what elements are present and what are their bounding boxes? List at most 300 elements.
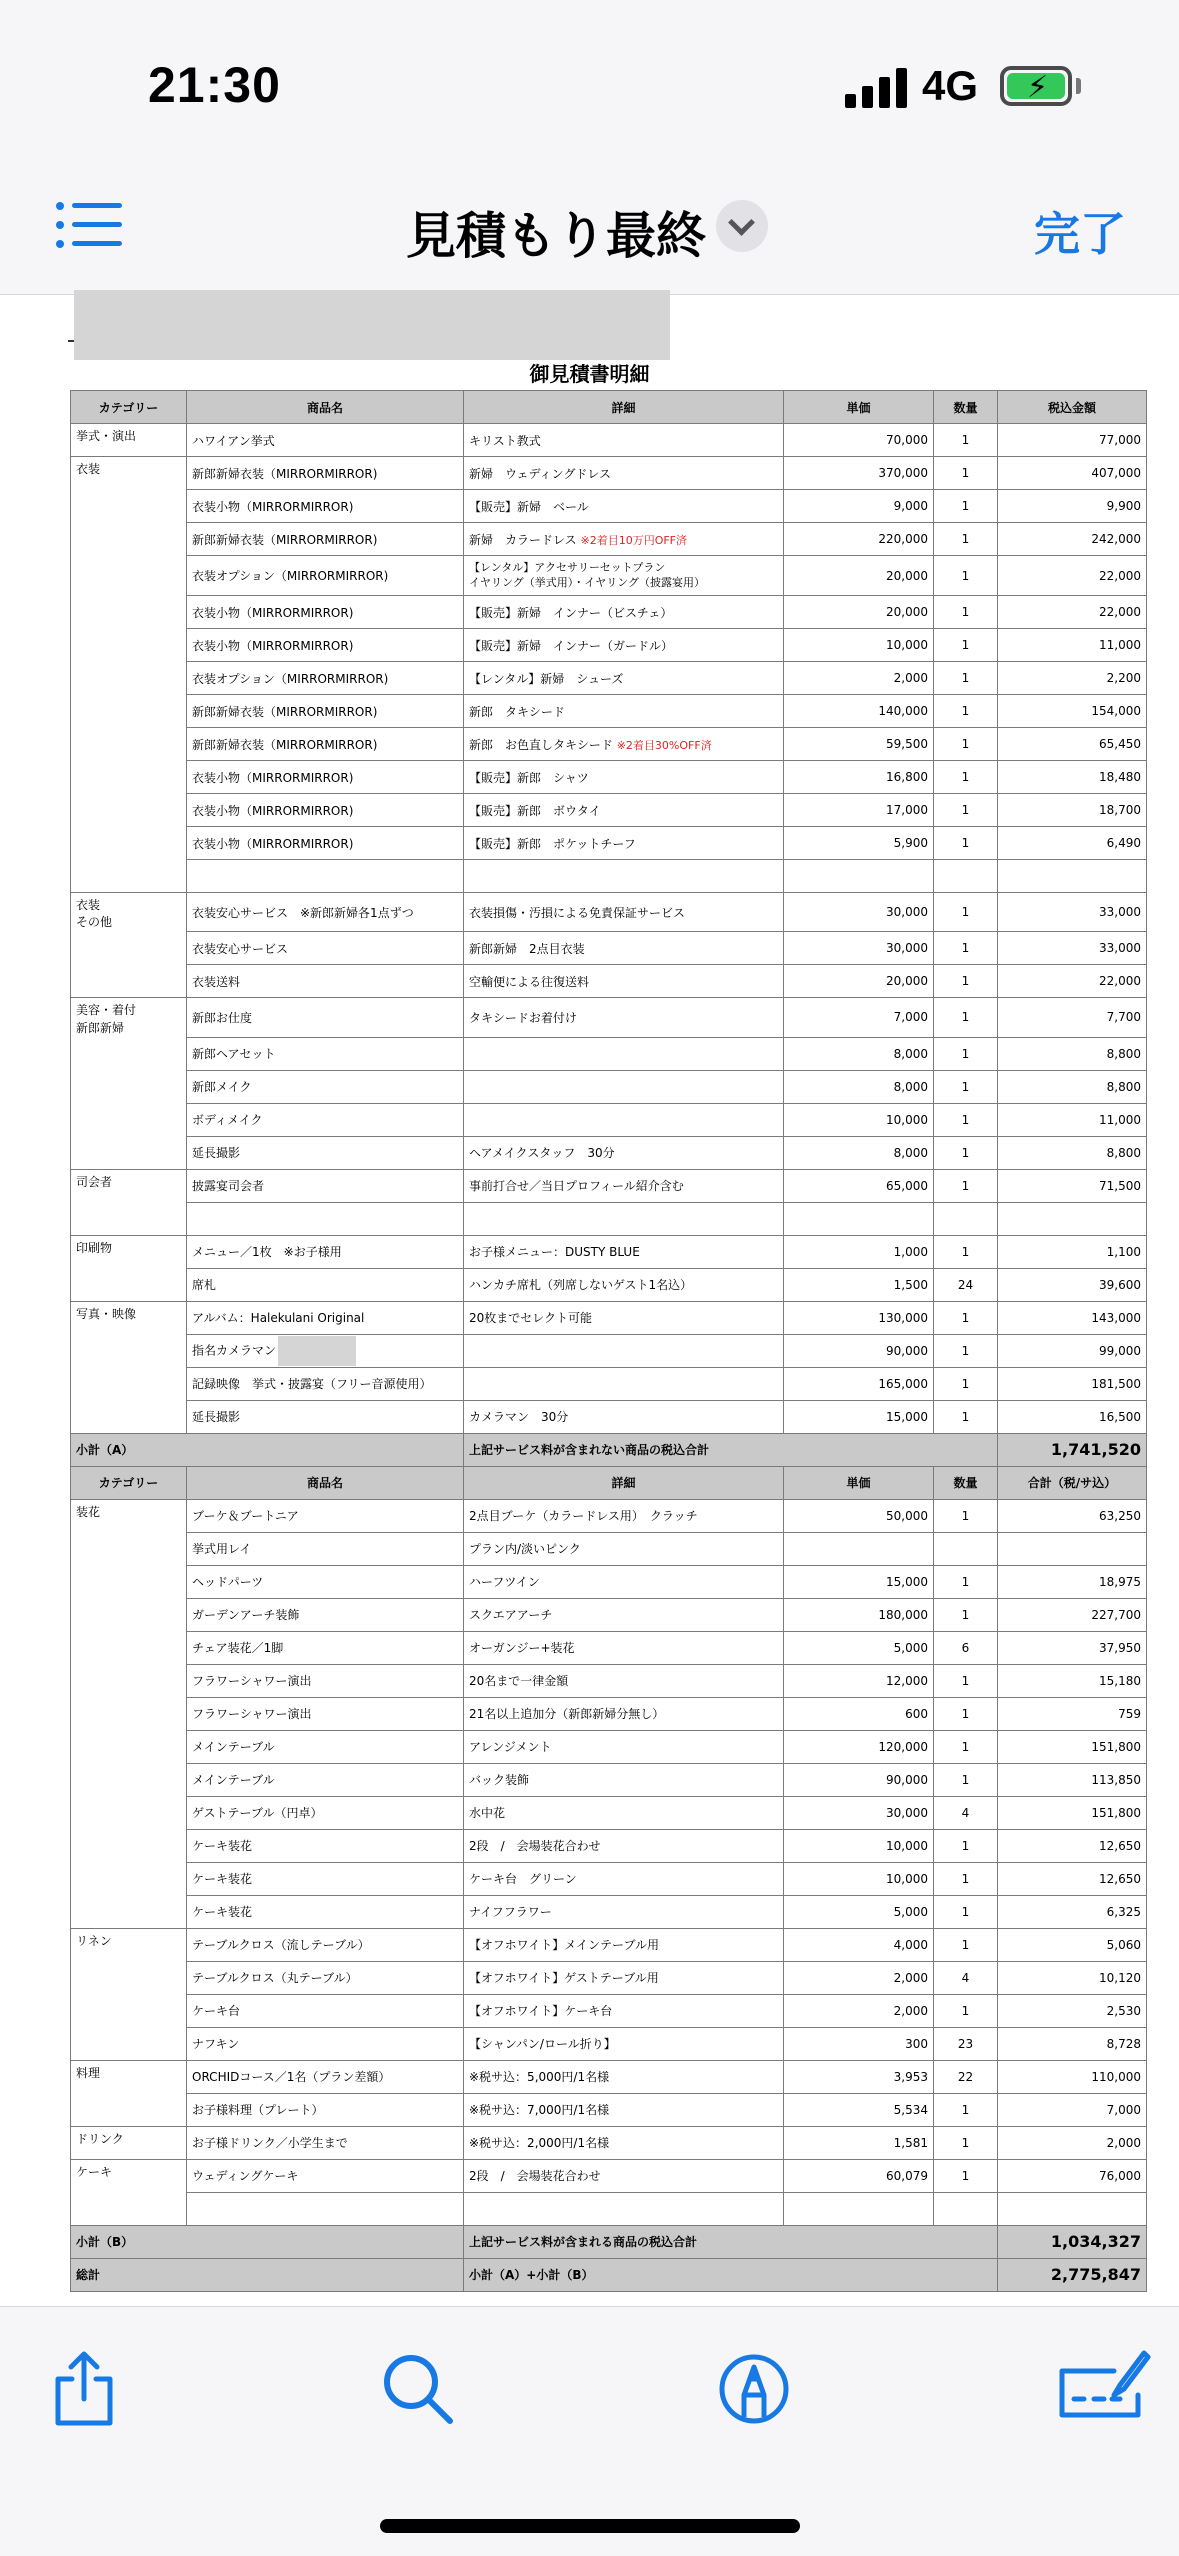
category-cell <box>71 728 187 761</box>
amount: 8,800 <box>998 1070 1147 1103</box>
quantity: 4 <box>934 1796 998 1829</box>
item-name: ハワイアン挙式 <box>192 433 275 448</box>
quantity: 1 <box>934 1169 998 1202</box>
item-cell <box>187 457 464 490</box>
unit-price: 300 <box>784 2027 934 2060</box>
header-unit: 単価 <box>784 391 934 424</box>
category-cell <box>71 490 187 523</box>
category-cell <box>71 893 187 932</box>
subtotal-b-row-desc: 上記サービス料が含まれる商品の税込合計 <box>464 2225 998 2258</box>
amount: 8,800 <box>998 1037 1147 1070</box>
detail-cell <box>464 2126 784 2159</box>
item-cell <box>187 1235 464 1268</box>
unit-price: 4,000 <box>784 1928 934 1961</box>
detail-cell <box>464 893 784 932</box>
category-cell <box>71 1334 187 1367</box>
table-row <box>71 1697 1147 1730</box>
unit-price: 8,000 <box>784 1070 934 1103</box>
item-cell <box>187 1499 464 1532</box>
item-cell <box>187 932 464 965</box>
detail-text: ※税サ込：2,000円/1名様 <box>469 2136 610 2151</box>
quantity: 1 <box>934 457 998 490</box>
category-cell <box>71 2093 187 2126</box>
amount: 65,450 <box>998 728 1147 761</box>
header-item: 商品名 <box>187 391 464 424</box>
unit-price: 7,000 <box>784 998 934 1037</box>
quantity: 1 <box>934 490 998 523</box>
item-name: お子様料理（プレート） <box>192 2103 324 2118</box>
detail-cell <box>464 457 784 490</box>
item-name: 衣装小物（MIRRORMIRROR) <box>192 803 354 818</box>
detail-text: タキシードお着付け <box>469 1010 577 1025</box>
detail-text: 新婦 カラードレス <box>469 532 577 547</box>
quantity: 1 <box>934 1565 998 1598</box>
unit-price: 5,900 <box>784 827 934 860</box>
item-name: 延長撮影 <box>192 1410 241 1425</box>
item-cell <box>187 2126 464 2159</box>
item-name: メインテーブル <box>192 1740 275 1755</box>
detail-text: ※税サ込：7,000円/1名様 <box>469 2103 610 2118</box>
amount: 2,200 <box>998 662 1147 695</box>
detail-text: 空輸便による往復送料 <box>469 974 590 989</box>
table-header-row <box>71 1466 1147 1499</box>
amount: 110,000 <box>998 2060 1147 2093</box>
item-cell <box>187 1829 464 1862</box>
amount: 8,728 <box>998 2027 1147 2060</box>
status-time: 21:30 <box>148 57 281 113</box>
unit-price: 130,000 <box>784 1301 934 1334</box>
item-name: ケーキ装花 <box>192 1839 253 1854</box>
item-cell <box>187 1070 464 1103</box>
estimate-table <box>70 390 1147 2292</box>
item-name: 新郎新婦衣装（MIRRORMIRROR) <box>192 704 378 719</box>
item-name: フラワーシャワー演出 <box>192 1707 312 1722</box>
detail-cell <box>464 1301 784 1334</box>
table-row <box>71 860 1147 893</box>
item-name: ガーデンアーチ装飾 <box>192 1608 300 1623</box>
table-row <box>71 2159 1147 2192</box>
table-row <box>71 1994 1147 2027</box>
item-cell <box>187 998 464 1037</box>
item-name: 記録映像 挙式・披露宴（フリー音源使用） <box>192 1377 432 1392</box>
table-row <box>71 1763 1147 1796</box>
item-cell <box>187 761 464 794</box>
category-cell <box>71 1763 187 1796</box>
table-row <box>71 2027 1147 2060</box>
share-icon[interactable] <box>44 2349 124 2429</box>
item-name: 衣装小物（MIRRORMIRROR) <box>192 836 354 851</box>
table-row <box>71 1928 1147 1961</box>
detail-cell <box>464 1928 784 1961</box>
amount: 7,000 <box>998 2093 1147 2126</box>
document-title[interactable]: 見積もり最終 <box>406 207 706 265</box>
item-cell <box>187 662 464 695</box>
detail-cell <box>464 1862 784 1895</box>
subtotal-b-row <box>71 2225 1147 2258</box>
amount <box>998 1202 1147 1235</box>
item-cell <box>187 2159 464 2192</box>
detail-text: 【販売】新郎 ボウタイ <box>469 803 601 818</box>
quantity: 1 <box>934 695 998 728</box>
grand-total-row <box>71 2258 1147 2291</box>
detail-cell <box>464 965 784 998</box>
amount: 151,800 <box>998 1796 1147 1829</box>
unit-price: 165,000 <box>784 1367 934 1400</box>
item-name: 衣装安心サービス ※新郎新婦各1点ずつ <box>192 905 414 920</box>
detail-text: 20名まで一律金額 <box>469 1674 569 1689</box>
quantity: 1 <box>934 932 998 965</box>
home-indicator <box>380 2519 800 2533</box>
category-cell <box>71 1202 187 1235</box>
amount: 181,500 <box>998 1367 1147 1400</box>
category-cell <box>71 629 187 662</box>
detail-text: 新郎 タキシード <box>469 704 565 719</box>
detail-cell <box>464 827 784 860</box>
category-label: ドリンク <box>76 2131 124 2146</box>
list-icon[interactable] <box>56 200 122 250</box>
item-cell <box>187 1961 464 1994</box>
battery-tip <box>1076 78 1081 94</box>
amount: 759 <box>998 1697 1147 1730</box>
unit-price: 370,000 <box>784 457 934 490</box>
item-cell <box>187 1862 464 1895</box>
detail-cell <box>464 1268 784 1301</box>
detail-cell <box>464 1895 784 1928</box>
category-label: 写真・映像 <box>76 1306 137 1321</box>
category-cell <box>71 1037 187 1070</box>
table-row <box>71 932 1147 965</box>
status-bar <box>0 0 1179 170</box>
category-label: ケーキ <box>76 2164 113 2179</box>
amount: 15,180 <box>998 1664 1147 1697</box>
quantity: 1 <box>934 1895 998 1928</box>
item-name: 新郎お仕度 <box>192 1010 253 1025</box>
category-cell <box>71 1499 187 1532</box>
category-cell <box>71 794 187 827</box>
table-row <box>71 1565 1147 1598</box>
amount: 76,000 <box>998 2159 1147 2192</box>
amount: 33,000 <box>998 932 1147 965</box>
unit-price: 30,000 <box>784 932 934 965</box>
subtotal-b-row-value: 1,034,327 <box>998 2225 1147 2258</box>
unit-price: 180,000 <box>784 1598 934 1631</box>
detail-cell <box>464 2027 784 2060</box>
unit-price: 2,000 <box>784 662 934 695</box>
table-row <box>71 1499 1147 1532</box>
detail-cell <box>464 794 784 827</box>
item-name: 延長撮影 <box>192 1146 241 1161</box>
category-cell <box>71 2126 187 2159</box>
item-cell <box>187 1796 464 1829</box>
table-row <box>71 1829 1147 1862</box>
category-label: リネン <box>76 1933 112 1948</box>
item-cell <box>187 965 464 998</box>
category-cell <box>71 695 187 728</box>
item-cell <box>187 1598 464 1631</box>
detail-text: 新郎新婦 2点目衣装 <box>469 941 585 956</box>
amount: 227,700 <box>998 1598 1147 1631</box>
category-cell <box>71 860 187 893</box>
amount: 113,850 <box>998 1763 1147 1796</box>
item-cell <box>187 1367 464 1400</box>
quantity: 1 <box>934 1730 998 1763</box>
header-item: 商品名 <box>187 1466 464 1499</box>
category-cell <box>71 1928 187 1961</box>
item-name: 挙式用レイ <box>192 1542 252 1557</box>
table-row <box>71 1202 1147 1235</box>
category-cell <box>71 1367 187 1400</box>
amount: 8,800 <box>998 1136 1147 1169</box>
detail-text: 事前打合せ／当日プロフィール紹介含む <box>469 1179 684 1194</box>
table-row <box>71 893 1147 932</box>
unit-price <box>784 1202 934 1235</box>
amount <box>998 860 1147 893</box>
category-label: 美容・着付 <box>76 1003 137 1018</box>
quantity <box>934 860 998 893</box>
detail-text: 【オフホワイト】ゲストテーブル用 <box>469 1971 659 1986</box>
item-cell <box>187 1928 464 1961</box>
detail-text: お子様メニュー：DUSTY BLUE <box>469 1245 640 1260</box>
item-cell <box>187 1565 464 1598</box>
unit-price: 9,000 <box>784 490 934 523</box>
item-name: ゲストテーブル（円卓） <box>192 1806 323 1821</box>
item-name: ヘッドパーツ <box>192 1575 264 1590</box>
nav-bar <box>0 170 1179 295</box>
quantity: 1 <box>934 728 998 761</box>
amount: 11,000 <box>998 1103 1147 1136</box>
amount: 99,000 <box>998 1334 1147 1367</box>
amount: 242,000 <box>998 523 1147 556</box>
detail-text: プラン内/淡いピンク <box>469 1542 581 1557</box>
unit-price: 59,500 <box>784 728 934 761</box>
detail-cell <box>464 1565 784 1598</box>
item-name: メインテーブル <box>192 1773 275 1788</box>
unit-price: 65,000 <box>784 1169 934 1202</box>
detail-text: 【販売】新郎 シャツ <box>469 770 589 785</box>
detail-cell <box>464 662 784 695</box>
detail-cell <box>464 1961 784 1994</box>
quantity: 1 <box>934 424 998 457</box>
header-category: カテゴリー <box>71 391 187 424</box>
category-cell <box>71 556 187 596</box>
quantity: 22 <box>934 2060 998 2093</box>
markup-pen-icon[interactable] <box>714 2349 794 2429</box>
amount: 12,650 <box>998 1862 1147 1895</box>
table-row <box>71 1598 1147 1631</box>
detail-text: 21名以上追加分（新郎新婦分無し） <box>469 1707 665 1722</box>
item-cell <box>187 1763 464 1796</box>
category-cell <box>71 2027 187 2060</box>
unit-price: 8,000 <box>784 1037 934 1070</box>
unit-price: 20,000 <box>784 596 934 629</box>
quantity: 1 <box>934 761 998 794</box>
table-row <box>71 523 1147 556</box>
unit-price: 10,000 <box>784 1103 934 1136</box>
chevron-down-icon[interactable] <box>716 200 768 252</box>
amount: 407,000 <box>998 457 1147 490</box>
item-name: 衣装オプション（MIRRORMIRROR) <box>192 569 389 583</box>
redacted-block <box>278 1336 356 1366</box>
category-cell <box>71 1664 187 1697</box>
detail-cell <box>464 1796 784 1829</box>
detail-text: ナイフフラワー <box>469 1905 552 1920</box>
unit-price: 5,534 <box>784 2093 934 2126</box>
quantity: 1 <box>934 893 998 932</box>
amount: 33,000 <box>998 893 1147 932</box>
detail-cell <box>464 761 784 794</box>
table-row <box>71 629 1147 662</box>
table-row <box>71 457 1147 490</box>
detail-cell <box>464 1103 784 1136</box>
search-icon[interactable] <box>378 2349 458 2429</box>
amount <box>998 1532 1147 1565</box>
table-row <box>71 1235 1147 1268</box>
unit-price <box>784 1532 934 1565</box>
item-name: 衣装小物（MIRRORMIRROR) <box>192 605 354 620</box>
quantity: 1 <box>934 998 998 1037</box>
unit-price: 20,000 <box>784 556 934 596</box>
item-name: 新郎新婦衣装（MIRRORMIRROR) <box>192 737 378 752</box>
divider <box>68 340 74 342</box>
category-cell <box>71 1565 187 1598</box>
detail-cell <box>464 1334 784 1367</box>
quantity <box>934 2192 998 2225</box>
unit-price: 20,000 <box>784 965 934 998</box>
table-row <box>71 1631 1147 1664</box>
unit-price: 10,000 <box>784 629 934 662</box>
unit-price: 16,800 <box>784 761 934 794</box>
item-name: チェア装花／1脚 <box>192 1641 284 1656</box>
amount: 6,325 <box>998 1895 1147 1928</box>
item-cell <box>187 860 464 893</box>
detail-text: ヘアメイクスタッフ 30分 <box>469 1146 615 1161</box>
item-cell <box>187 1301 464 1334</box>
item-name: ナフキン <box>192 2037 240 2052</box>
detail-text: ※税サ込：5,000円/1名様 <box>469 2070 610 2085</box>
table-row <box>71 1169 1147 1202</box>
category-cell <box>71 1796 187 1829</box>
unit-price: 1,581 <box>784 2126 934 2159</box>
unit-price: 30,000 <box>784 893 934 932</box>
category-cell <box>71 1862 187 1895</box>
amount: 154,000 <box>998 695 1147 728</box>
table-row <box>71 1037 1147 1070</box>
item-cell <box>187 556 464 596</box>
item-cell <box>187 1037 464 1070</box>
amount: 7,700 <box>998 998 1147 1037</box>
table-row <box>71 1664 1147 1697</box>
amount: 63,250 <box>998 1499 1147 1532</box>
quantity: 1 <box>934 2093 998 2126</box>
table-row <box>71 596 1147 629</box>
detail-cell <box>464 1400 784 1433</box>
subtotal-a-row-desc: 上記サービス料が含まれない商品の税込合計 <box>464 1433 998 1466</box>
quantity: 1 <box>934 1301 998 1334</box>
quantity: 1 <box>934 1070 998 1103</box>
unit-price: 220,000 <box>784 523 934 556</box>
unit-price: 2,000 <box>784 1961 934 1994</box>
detail-text: 2段 / 会場装花合わせ <box>469 2169 601 2184</box>
category-label: その他 <box>76 915 113 930</box>
table-row <box>71 1961 1147 1994</box>
table-row <box>71 827 1147 860</box>
detail-cell <box>464 629 784 662</box>
quantity: 1 <box>934 1862 998 1895</box>
category-cell <box>71 662 187 695</box>
detail-cell <box>464 424 784 457</box>
category-cell <box>71 2159 187 2192</box>
item-name: 衣装送料 <box>192 974 241 989</box>
detail-cell <box>464 1829 784 1862</box>
unit-price: 15,000 <box>784 1400 934 1433</box>
quantity: 1 <box>934 794 998 827</box>
item-cell <box>187 1631 464 1664</box>
subtotal-a-row-label: 小計（A） <box>71 1433 464 1466</box>
detail-cell <box>464 1631 784 1664</box>
quantity: 1 <box>934 1994 998 2027</box>
table-row <box>71 2192 1147 2225</box>
table-row <box>71 761 1147 794</box>
grand-total-row-value: 2,775,847 <box>998 2258 1147 2291</box>
category-label: 衣装 <box>76 462 101 476</box>
category-cell <box>71 1268 187 1301</box>
amount: 11,000 <box>998 629 1147 662</box>
item-name: ブーケ＆ブートニア <box>192 1509 299 1524</box>
unit-price: 70,000 <box>784 424 934 457</box>
detail-cell <box>464 1070 784 1103</box>
item-cell <box>187 827 464 860</box>
unit-price: 60,079 <box>784 2159 934 2192</box>
table-row <box>71 424 1147 457</box>
header-category: カテゴリー <box>71 1466 187 1499</box>
table-row <box>71 1730 1147 1763</box>
discount-note: ※2着目10万円OFF済 <box>580 533 688 547</box>
quantity: 23 <box>934 2027 998 2060</box>
amount: 2,000 <box>998 2126 1147 2159</box>
category-cell <box>71 827 187 860</box>
item-name: 指名カメラマン <box>192 1343 277 1358</box>
detail-text: 【オフホワイト】メインテーブル用 <box>469 1938 659 1953</box>
signature-icon[interactable] <box>1054 2349 1154 2429</box>
detail-text-2: イヤリング（挙式用）・イヤリング（披露宴用） <box>469 575 706 589</box>
detail-text: 【販売】新婦 インナー（ビスチェ） <box>469 605 673 620</box>
subtotal-a-row-value: 1,741,520 <box>998 1433 1147 1466</box>
table-row <box>71 1268 1147 1301</box>
unit-price: 120,000 <box>784 1730 934 1763</box>
table-row <box>71 965 1147 998</box>
amount: 22,000 <box>998 596 1147 629</box>
detail-cell <box>464 1136 784 1169</box>
detail-cell <box>464 1499 784 1532</box>
table-row <box>71 1334 1147 1367</box>
unit-price: 90,000 <box>784 1334 934 1367</box>
detail-cell <box>464 1202 784 1235</box>
category-cell <box>71 1730 187 1763</box>
done-button[interactable]: 完了 <box>1034 207 1126 261</box>
item-name: テーブルクロス（丸テーブル） <box>192 1971 358 1986</box>
detail-text: バック装飾 <box>469 1773 530 1788</box>
detail-text: 2点目ブーケ（カラードレス用） クラッチ <box>469 1509 698 1524</box>
category-cell <box>71 1136 187 1169</box>
category-cell <box>71 523 187 556</box>
detail-text: 【販売】新婦 インナー（ガードル） <box>469 638 674 653</box>
unit-price: 50,000 <box>784 1499 934 1532</box>
item-name: 新郎新婦衣装（MIRRORMIRROR) <box>192 532 378 547</box>
item-cell <box>187 1994 464 2027</box>
detail-cell <box>464 2192 784 2225</box>
category-cell <box>71 998 187 1037</box>
category-label: 印刷物 <box>76 1240 113 1255</box>
